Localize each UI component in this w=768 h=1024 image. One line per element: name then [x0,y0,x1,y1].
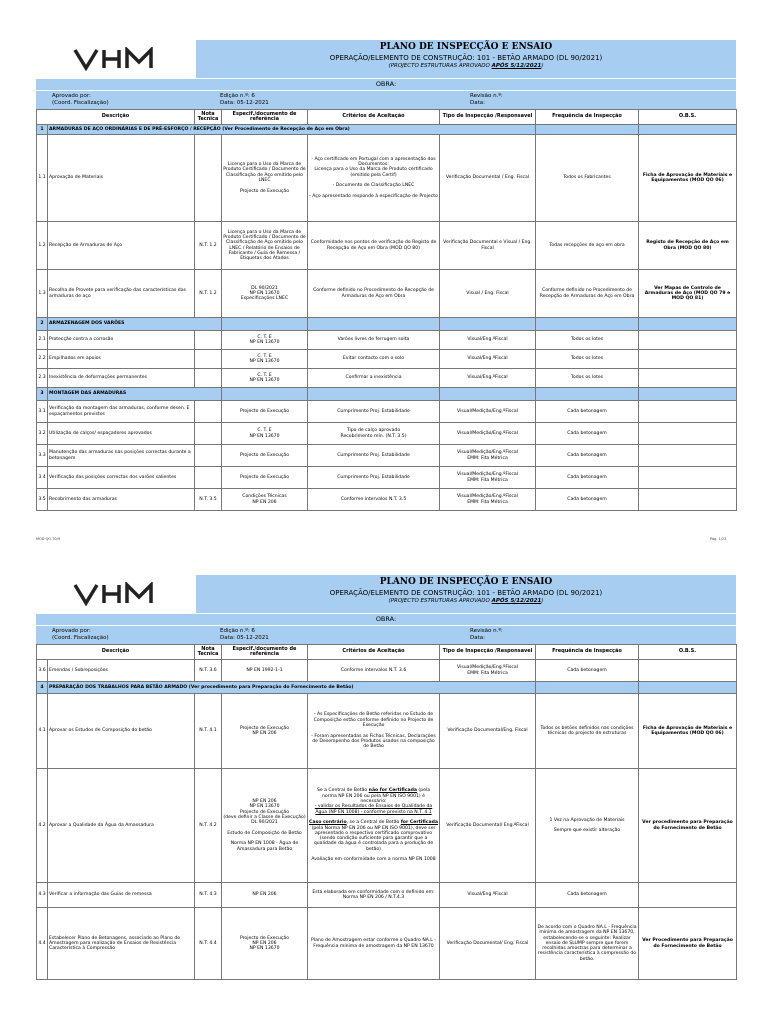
page-2 [36,575,736,980]
row-criterios: Cumprimento Proj. Estabilidade [308,445,440,467]
row-especif: Projecto de Execução [222,445,308,467]
project-date: APÓS 5/12/2021 [491,598,542,604]
row-nota: N.T. 1.2 [195,270,222,318]
text-line: Tipo de calço aprovado [346,428,401,434]
section-cell [222,318,308,331]
text-line: NP EN 13670 [249,359,280,364]
row-frequencia: Todas recepções de aço em obra [536,222,639,270]
row-tipo: Verificação Documental/ Eng.ºFiscal [440,769,536,883]
row-especif [222,369,308,388]
text-line: C. T. E [257,428,272,434]
row-number: 3.1 [37,401,48,423]
row-criterios: Confirmar a inexistência [308,369,440,388]
row-criterios: Evitar contacto com o solo [308,350,440,369]
row-especif [222,350,308,369]
row-especif: Projecto de Execução [222,401,308,423]
revision-block [470,626,503,644]
text-line: Projecto de Execução [239,809,290,815]
table-row [37,489,737,511]
row-description: Recolha de Provete para verificação das características das armaduras de aço [48,270,195,318]
text-run: não for Certificada [368,788,417,794]
table-row [37,445,737,467]
obra-row: OBRA: [36,78,736,90]
row-number: 4.2 [37,769,48,883]
row-obs [639,883,737,908]
row-description: Aprovar a Qualidade da Água da Amassadura [48,769,195,883]
obra-row: OBRA: [36,613,736,625]
text-line: Norma NP EN 206 / N.T.4.3 [342,895,405,900]
row-obs [639,350,737,369]
col-obs: O.B.S. [639,110,737,125]
text-line: (deve definir a Classe de Execução) [223,814,306,820]
row-number: 2.1 [37,331,48,350]
row-frequencia: Cada betonagem [536,883,639,908]
edition-label: Edição n.º: 6 [220,628,255,634]
row-frequencia: Todos os Fabricantes [536,135,639,222]
col-criterios: Critérios de Aceitação [308,110,440,125]
table-row [37,883,737,908]
row-nota: N.T. 4.2 [195,769,222,883]
text-line: EMM: Fita Métrica [467,499,508,505]
section-cell [308,318,440,331]
approved-label: Aprovado por: [52,628,91,634]
text-line: - Documento de Classificação LNEC [332,183,415,189]
text-line: Recobrimento mín. (N.T. 3.5) [340,433,407,439]
text-line: Visual/Medição/Eng.ºFiscal [457,494,518,500]
approved-block [52,626,220,644]
table-row [37,694,737,769]
title-box [196,575,736,613]
row-frequencia: Todos os betões definidos nas condições técnicas do projecto de estruturas [536,694,639,769]
row-obs: Ficha de Aprovação de Materiais e Equipamentos (MOD QO 06) [639,694,737,769]
inspection-table-1 [36,109,737,511]
revision-block [470,91,503,109]
project-note [196,598,736,604]
row-obs: Ver procedimento para Preparação do Fornecimento de Betão [639,769,737,883]
row-especif [222,331,308,350]
row-especif [222,270,308,318]
text-line: C. T. E [257,334,272,340]
row-tipo: Verificação Documental e Visual / Eng. Fiscal [440,222,536,270]
row-criterios: Conforme intervalos N.T. 3.5 [308,489,440,511]
text-line: Norma NP EN 1008 - Água de Amassadura para Betão [230,841,299,852]
row-tipo [440,489,536,511]
row-nota: N.T. 4.3 [195,883,222,908]
row-nota [195,467,222,489]
row-especif: NP EN 1992-1-1 [222,660,308,682]
section-cell [536,318,639,331]
col-criterios: Critérios de Aceitação [308,645,440,660]
text-line: EMM: Fita Métrica [467,477,508,483]
row-nota: N.T. 4.4 [195,908,222,980]
row-nota: N.T. 3.5 [195,489,222,511]
row-especif: NP EN 206 [222,883,308,908]
text-line: C. T. E [257,353,272,359]
section-cell [536,682,639,694]
text-line: Estudo de Composição de Betão [227,830,302,836]
row-obs: Ficha de Aprovação de Materiais e Equipamentos (MOD QO 06) [639,135,737,222]
row-frequencia: Cada betonagem [536,445,639,467]
row-obs [639,445,737,467]
col-tipo: Tipo de Inspecção /Responsavel [440,645,536,660]
row-obs [639,489,737,511]
row-criterios: Cumprimento Proj. Estabilidade [308,401,440,423]
revision-date: Data: [470,635,485,641]
row-tipo [440,660,536,682]
row-nota: N.T. 4.1 [195,694,222,769]
col-especif: Especif./documento de referência [222,110,308,125]
row-nota [195,401,222,423]
revision-label: Revisão n.º: [470,628,503,634]
row-especif [222,908,308,980]
approval-row [36,90,736,109]
col-obs: O.B.S. [639,645,737,660]
text-line: Visual/Medição/Eng.ºFiscal [457,472,518,478]
row-frequencia: Todos os lotes [536,350,639,369]
row-description: Aprovar os Estudos de Composição do betão [48,694,195,769]
row-tipo: Visual/Medição/Eng.ºFiscal [440,423,536,445]
table-row [37,908,737,980]
text-line [309,820,438,852]
row-criterios: Conforme definido no Procedimento de Recepção de Armaduras de Aço em Obra [308,270,440,318]
text-line: Projecto de Execução [239,188,290,194]
text-line: - Foram apresentadas as Fichas Técnicas, Declarações de Desempenho dos Produtos usados na composição de Betão [311,733,436,750]
row-tipo: Visual/Eng.ºFiscal [440,331,536,350]
row-criterios: Varões livres de ferrugem solta [308,331,440,350]
table-row [37,222,737,270]
row-tipo: Visual / Eng. Fiscal [440,270,536,318]
text-line: NP EN 13670 [249,946,280,952]
text-line [309,788,438,804]
coord-label: (Coord. Fiscalização) [52,635,109,641]
header [36,575,736,613]
inspection-table-2 [36,644,737,980]
section-number: 1 [37,125,48,135]
table-row [37,423,737,445]
table-row [37,135,737,222]
page-1 [36,40,736,511]
row-description: Empilhados em apoios [48,350,195,369]
section-title: MONTAGEM DAS ARMADURAS [48,388,222,401]
section-cell [536,125,639,135]
row-number: 1.1 [37,135,48,222]
section-row [37,318,737,331]
text-line: Licença para o Uso da Marca de Produto certificado (emitido pela Certif) [314,167,433,178]
text-line: NP EN 206 [252,940,277,946]
table-row [37,369,737,388]
row-especif [222,135,308,222]
row-especif [222,694,308,769]
row-criterios [308,769,440,883]
row-obs: Ver Procedimento para Preparação do Fornecimento de Betão [639,908,737,980]
row-description: Emendas / Sobreposições [48,660,195,682]
row-obs [639,331,737,350]
row-criterios: Conforme intervalos N.T. 3.6 [308,660,440,682]
row-description: Estabelecer Plano de Betonagens, associado ao Plano de Amostragem para realização de Ensaios de Resistência Característica à Compressão [48,908,195,980]
row-number: 3.3 [37,445,48,467]
row-number: 1.3 [37,270,48,318]
table-row [37,270,737,318]
col-nota: Nota Tecnica [195,645,222,660]
table-row [37,769,737,883]
row-number: 1.2 [37,222,48,270]
section-title: PREPARAÇÃO DOS TRABALHOS PARA BETÃO ARMADO (Ver procedimento para Preparação do Fornecimento de Betão) [48,682,536,694]
text-line: Projecto de Execução [239,725,290,731]
row-tipo: Visual/Eng.ºFiscal [440,883,536,908]
col-nota: Nota Tecnica [195,110,222,125]
text-line: EMM: Fita Métrica [467,670,508,676]
row-frequencia: Cada betonagem [536,660,639,682]
edition-date: Data: 05-12-2021 [220,635,269,641]
table-row [37,331,737,350]
table-row [37,401,737,423]
section-row [37,682,737,694]
row-obs: Registo de Recepção de Aço em Obra (MOD QO 80) [639,222,737,270]
col-frequencia: Frequência de Inspecção [536,110,639,125]
section-row [37,125,737,135]
text-line: NP EN 13670 [249,433,280,439]
approved-block [52,91,220,109]
row-description: Verificação da montagem das armaduras, conforme desen. E espaçamentos previstos [48,401,195,423]
section-row [37,388,737,401]
plan-subtitle: OPERAÇÃO/ELEMENTO DE CONSTRUÇÃO: 101 - BETÃO ARMADO (DL 90/2021) [329,589,603,597]
row-frequencia: De acordo com o Quadro NA.L - Frequência mínima de amostragem da NP EN 13670, estabelecendo-se o seguinte: Realizar ensaio de SLUMP sempre que forem recolhidas amostras para determinar a resistência característica à compressão do betão. [536,908,639,980]
row-nota [195,135,222,222]
col-descricao: Descrição [37,110,195,125]
text-line: C. T. E [257,372,272,378]
row-frequencia: Conforme definido no Procedimento de Recepção de Armaduras de Aço em Obra [536,270,639,318]
plan-title: PLANO DE INSPECÇÃO E ENSAIO [379,577,553,587]
col-tipo: Tipo de Inspecção /Responsavel [440,110,536,125]
header [36,40,736,78]
row-criterios [308,135,440,222]
text-line: Sempre que existir alteração [553,828,621,834]
row-number: 4.1 [37,694,48,769]
table-row [37,467,737,489]
row-tipo [440,445,536,467]
section-cell [440,318,536,331]
project-prefix: (PROJECTO ESTRUTURAS APROVADO [388,598,490,604]
title-box [196,40,736,78]
section-cell [536,388,639,401]
text-line: NP EN 13670 [249,340,280,345]
row-especif: Licença para o Uso da Marca de Produto Certificado / Documento de Classificação de Aço emitido pelo LNEC / Relatório de Ensaios de Fabricante / Guia de Remessa / Etiquetas dos Atados [222,222,308,270]
row-tipo: Visual/Medição/Eng.ºFiscal [440,401,536,423]
row-frequencia: Cada betonagem [536,423,639,445]
text-run: Se a Central de Betão [316,788,369,794]
revision-date: Data: [470,100,485,106]
text-line: Licença para o Uso da Marca de Produto Certificado / Documento de Classificação de Aço emitido pelo LNEC [223,162,306,183]
col-descricao: Descrição [37,645,195,660]
project-note [196,63,736,69]
plan-subtitle: OPERAÇÃO/ELEMENTO DE CONSTRUÇÃO: 101 - BETÃO ARMADO (DL 90/2021) [329,54,603,62]
footer-left: MOD QO 70/9 [36,537,61,541]
row-obs [639,423,737,445]
row-criterios: Plano de Amostragem estar conforme o Quadro NA.L - Frequência mínima de amostragem da NP EN 13670 [308,908,440,980]
section-cell [639,682,737,694]
row-obs [639,401,737,423]
text-line: - Aço certificado em Portugal com a apresentação dos Documentos: [311,156,436,168]
vhm-logo-icon [73,47,159,71]
row-nota [195,350,222,369]
approved-label: Aprovado por: [52,93,91,99]
row-number: 3.4 [37,467,48,489]
row-description: Utilização de calços/ espaçadores aprovados [48,423,195,445]
row-tipo [440,467,536,489]
edition-date: Data: 05-12-2021 [220,100,269,106]
row-frequencia [536,769,639,883]
text-line: - As Especificações de Betão referidas no Estudo de Composição estão conforme definido no Projecto de Execução [313,712,434,729]
vhm-logo [36,40,196,78]
project-date: APÓS 5/12/2021 [491,63,542,69]
section-number: 3 [37,388,48,401]
row-especif [222,769,308,883]
row-description: Verificação das posições correctas dos varões salientes [48,467,195,489]
row-tipo: Visual/Eng.ºFiscal [440,369,536,388]
row-nota: N.T. 1.2 [195,222,222,270]
revision-label: Revisão n.º: [470,93,503,99]
text-line: Visual/Medição/Eng.ºFiscal [457,665,518,671]
col-especif: Especif./documento de referência [222,645,308,660]
text-line: - Aço apresentado responde à especificação de Projecto [309,193,438,199]
section-cell [639,388,737,401]
text-line: DL 90/2021 [251,820,278,826]
text-line: NP EN 206 [252,499,277,505]
row-number: 3.6 [37,660,48,682]
vhm-logo [36,575,196,613]
plan-title: PLANO DE INSPECÇÃO E ENSAIO [379,42,553,52]
row-description: Recobrimento das armaduras [48,489,195,511]
table-row [37,660,737,682]
project-prefix: (PROJECTO ESTRUTURAS APROVADO [388,63,490,69]
section-cell [639,125,737,135]
section-cell [222,388,308,401]
text-line: NP EN 13670 [249,804,280,810]
row-frequencia: Cada betonagem [536,489,639,511]
row-tipo: Visual/Eng.ºFiscal [440,350,536,369]
approval-row [36,625,736,644]
text-line: - validar os Resultados de Ensaios de Qualidade da Água (NP EN 1008) - conforme previsto na N.T. 4.1 [314,804,433,815]
text-run: Caso contrário [309,820,347,826]
edition-block [220,91,470,109]
row-tipo: Verificação Documental/Eng. Fiscal [440,694,536,769]
row-description: Protecção contra a corrosão [48,331,195,350]
table-header-row [37,645,737,660]
row-nota [195,369,222,388]
row-number: 4.3 [37,883,48,908]
row-number: 4.4 [37,908,48,980]
section-title: ARMADURAS DE AÇO ORDINÁRIAS E DE PRÉ-ESFORÇO / RECEPÇÃO (Ver Procedimento de Recepção de Aço em Obra) [48,125,536,135]
row-criterios: Conformidade nos pontos de verificação do Registo de Recepção de Aço em Obra (MOD QO 80) [308,222,440,270]
row-criterios [308,423,440,445]
section-number: 4 [37,682,48,694]
section-title: ARMAZENAGEM DOS VARÕES [48,318,222,331]
row-nota [195,331,222,350]
section-cell [440,388,536,401]
text-line: Projecto de Execução [239,935,290,941]
row-especif [222,423,308,445]
row-description: Recepção de Armaduras de Aço [48,222,195,270]
row-criterios [308,883,440,908]
row-number: 3.5 [37,489,48,511]
row-description: Inexistência de deformações permanentes [48,369,195,388]
row-tipo: Verificação Documental / Eng. Fiscal [440,135,536,222]
row-description: Manutenção das armaduras nas posições correctas durante a betonagem [48,445,195,467]
project-suffix: ) [541,598,544,604]
row-obs [639,369,737,388]
edition-label: Edição n.º: 6 [220,93,255,99]
table-row [37,350,737,369]
text-run: (pela norma NP EN 206 ou pela NP EN ISO 9001) é necessário: [321,788,431,805]
row-nota [195,423,222,445]
text-line: NP EN 13670 [249,378,280,383]
row-number: 3.2 [37,423,48,445]
row-frequencia: Todos os lotes [536,369,639,388]
text-run: , se a Central de Betão [346,820,401,826]
row-frequencia: Cada betonagem [536,401,639,423]
row-description: Aprovação de Materiais [48,135,195,222]
text-line: Está elaborada em conformidade com o definido em: [312,889,435,895]
text-run: (pela Norma NP EN 206 ou NP EN ISO 9001), deve ser apresentado o respectivo certificado comprovativo (sendo condição suficiente para garantir que a qualidade da água é controlada para a produção de betão) [311,825,436,852]
col-frequencia: Frequência de Inspecção [536,645,639,660]
row-nota: N.T. 3.6 [195,660,222,682]
edition-block [220,626,470,644]
section-cell [639,318,737,331]
row-tipo: Verificação Documental/ Eng. Fiscal [440,908,536,980]
row-obs [639,660,737,682]
section-cell [308,388,440,401]
text-line: Condições Técnicas [242,494,287,500]
text-run: for Certificada [400,820,438,826]
text-line: NP EN 206 [252,731,277,736]
text-line: Visual/Medição/Eng.ºFiscal [457,450,518,456]
row-obs: Ver Mapas de Controlo de Armaduras de Aço (MOD QO 79 e MOD QO 81) [639,270,737,318]
coord-label: (Coord. Fiscalização) [52,100,109,106]
row-description: Verificar a informação das Guias de remessa [48,883,195,908]
row-number: 2.2 [37,350,48,369]
row-frequencia: Cada betonagem [536,467,639,489]
row-number: 2.3 [37,369,48,388]
text-line: NP EN 206 [252,799,277,805]
row-frequencia: Todos os lotes [536,331,639,350]
table-header-row [37,110,737,125]
vhm-logo-icon [73,582,159,606]
row-criterios [308,694,440,769]
text-line: EMM: Fita Métrica [467,455,508,461]
section-number: 2 [37,318,48,331]
row-especif: Projecto de Execução [222,467,308,489]
row-nota [195,445,222,467]
text-line: DL 90/2021 [251,285,278,291]
row-criterios: Cumprimento Proj. Estabilidade [308,467,440,489]
text-line: 1 Vez na Aprovação de Materiais [549,817,625,823]
row-obs [639,467,737,489]
row-especif [222,489,308,511]
text-line: Especificações LNEC [240,296,289,302]
project-suffix: ) [541,63,544,69]
footer-page: Pág. 1/23 [710,537,727,541]
text-line: NP EN 13670 [249,290,280,296]
text-line: Avaliação em conformidade com a norma NP EN 1008 [311,857,436,863]
